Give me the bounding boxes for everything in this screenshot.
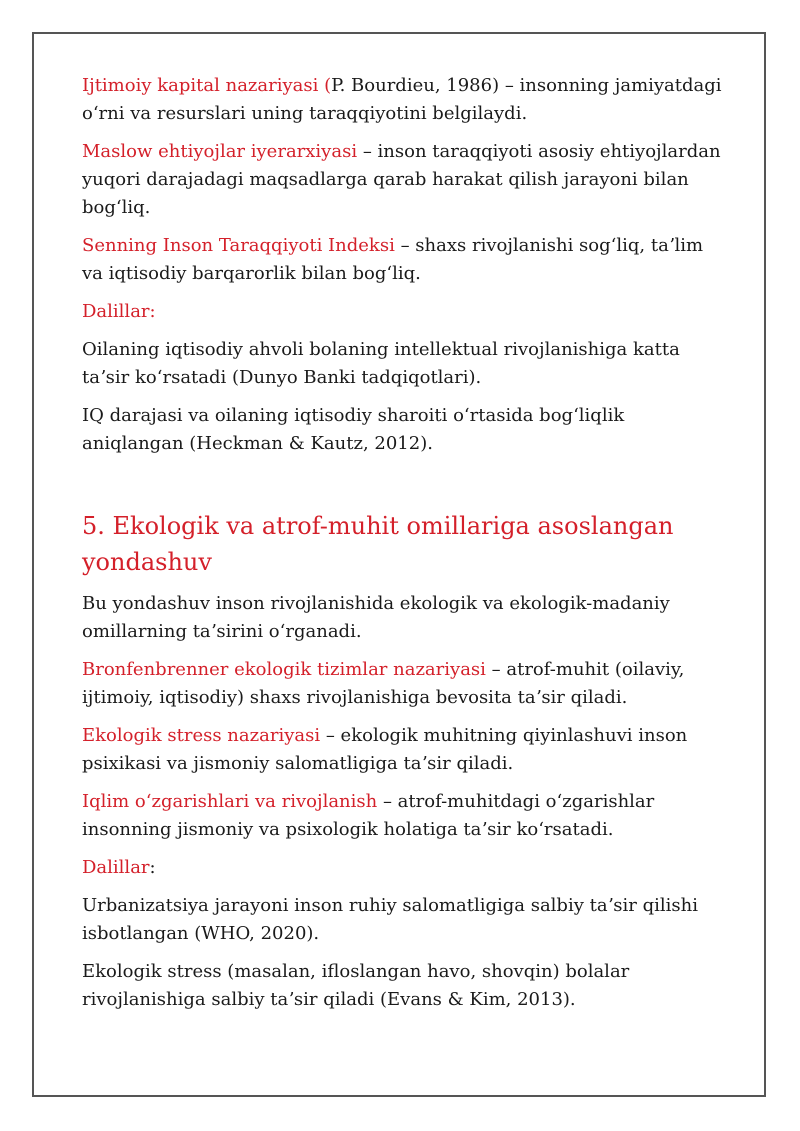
- evidence-label: [82, 854, 727, 882]
- theory-maslow: [82, 138, 727, 222]
- page-content: [82, 72, 727, 1024]
- theory-hdi: [82, 232, 727, 288]
- theory-climate-change: [82, 788, 727, 844]
- theory-social-capital: [82, 72, 727, 128]
- theory-description: – inson taraqqiyoti asosiy ehtiyojlardan yuqori darajadagi maqsadlarga qarab harakat qilish jarayoni bilan bogʻliq.: [82, 141, 721, 218]
- theory-description: P. Bourdieu, 1986) – insonning jamiyatdagi oʻrni va resurslari uning taraqqiyotini belgilaydi.: [82, 75, 722, 124]
- theory-term: Iqlim oʻzgarishlari va rivojlanish: [82, 791, 378, 812]
- evidence-item: IQ darajasi va oilaning iqtisodiy sharoiti oʻrtasida bogʻliqlik aniqlangan (Heckman & Kautz, 2012).: [82, 405, 625, 454]
- theory-description: – ekologik muhitning qiyinlashuvi inson psixikasi va jismoniy salomatligiga taʼsir qiladi.: [82, 725, 688, 774]
- theory-bronfenbrenner: [82, 656, 727, 712]
- theory-term: Maslow ehtiyojlar iyerarxiyasi: [82, 141, 358, 162]
- theory-ecological-stress: [82, 722, 727, 778]
- theory-term: Senning Inson Taraqqiyoti Indeksi: [82, 235, 395, 256]
- section-heading: 5. Ekologik va atrof-muhit omillariga asoslangan yondashuv: [82, 512, 674, 576]
- evidence-item: Ekologik stress (masalan, ifloslangan havo, shovqin) bolalar rivojlanishiga salbiy taʼsir qiladi (Evans & Kim, 2013).: [82, 961, 630, 1010]
- evidence-label-text: Dalillar: [82, 857, 150, 878]
- theory-description: – atrof-muhit (oilaviy, ijtimoiy, iqtisodiy) shaxs rivojlanishiga bevosita taʼsir qiladi.: [82, 659, 685, 708]
- section-spacer: [82, 468, 727, 508]
- evidence-item: Urbanizatsiya jarayoni inson ruhiy salomatligiga salbiy taʼsir qilishi isbotlangan (WHO, 2020).: [82, 895, 698, 944]
- evidence-item: Oilaning iqtisodiy ahvoli bolaning intellektual rivojlanishiga katta taʼsir koʻrsatadi (Dunyo Banki tadqiqotlari).: [82, 339, 680, 388]
- evidence-label-colon: :: [149, 857, 156, 878]
- theory-term: Bronfenbrenner ekologik tizimlar nazariyasi: [82, 659, 486, 680]
- theory-description: – shaxs rivojlanishi sogʻliq, taʼlim va iqtisodiy barqarorlik bilan bogʻliq.: [82, 235, 704, 284]
- section-intro: Bu yondashuv inson rivojlanishida ekologik va ekologik-madaniy omillarning taʼsirini oʻrganadi.: [82, 593, 670, 642]
- theory-term: Ijtimoiy kapital nazariyasi (: [82, 75, 332, 96]
- theory-description: – atrof-muhitdagi oʻzgarishlar insonning jismoniy va psixologik holatiga taʼsir koʻrsatadi.: [82, 791, 655, 840]
- theory-term: Ekologik stress nazariyasi: [82, 725, 321, 746]
- evidence-label: Dalillar:: [82, 301, 156, 322]
